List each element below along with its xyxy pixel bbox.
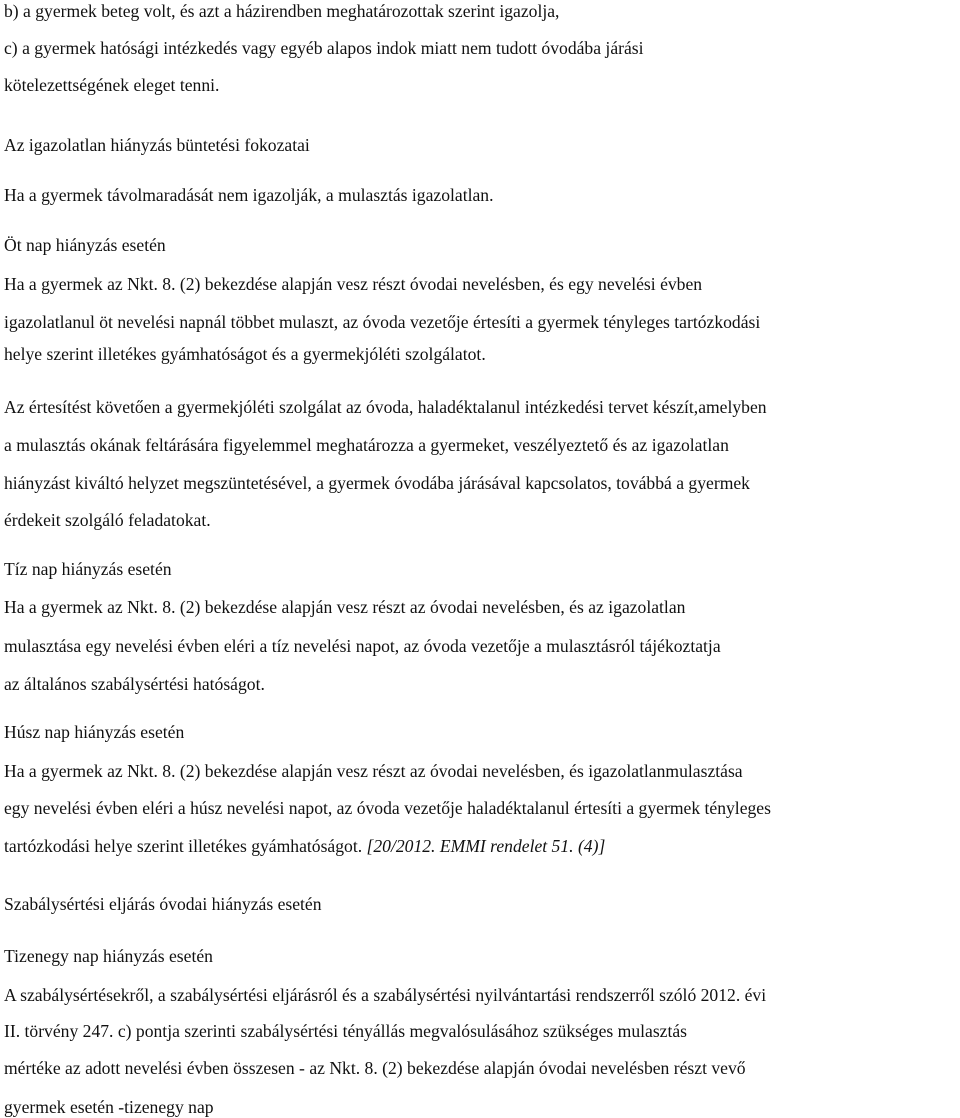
text-line: kötelezettségének eleget tenni. — [4, 75, 220, 95]
text-line: c) a gyermek hatósági intézkedés vagy egyéb alapos indok miatt nem tudott óvodába járási — [4, 38, 644, 58]
text-line: gyermek esetén -tizenegy nap — [4, 1097, 214, 1117]
text-line: A szabálysértésekről, a szabálysértési eljárásról és a szabálysértési nyilvántartási rendszerről szóló 2012. évi — [4, 985, 767, 1005]
section-heading: Az igazolatlan hiányzás büntetési fokozatai — [4, 135, 310, 155]
subsection-heading: Tizenegy nap hiányzás esetén — [4, 946, 213, 966]
text-line: Ha a gyermek az Nkt. 8. (2) bekezdése alapján vesz részt az óvodai nevelésben, és igazolatlanmulasztása — [4, 761, 743, 781]
text-line: egy nevelési évben eléri a húsz nevelési napot, az óvoda vezetője haladéktalanul értesíti a gyermek tényleges — [4, 798, 771, 818]
text-line: mértéke az adott nevelési évben összesen - az Nkt. 8. (2) bekezdése alapján óvodai nevelésben részt vevő — [4, 1058, 746, 1078]
text-line: Az értesítést követően a gyermekjóléti szolgálat az óvoda, haladéktalanul intézkedési tervet készít,amelyben — [4, 397, 767, 417]
text-line-content: tartózkodási helye szerint illetékes gyámhatóságot. — [4, 836, 363, 856]
legal-citation: [20/2012. EMMI rendelet 51. (4)] — [366, 836, 606, 856]
subsection-heading: Húsz nap hiányzás esetén — [4, 722, 185, 742]
text-line: Ha a gyermek az Nkt. 8. (2) bekezdése alapján vesz részt az óvodai nevelésben, és az igazolatlan — [4, 597, 686, 617]
text-line: az általános szabálysértési hatóságot. — [4, 674, 265, 694]
text-line: II. törvény 247. c) pontja szerinti szabálysértési tényállás megvalósulásához szükséges mulasztás — [4, 1021, 688, 1041]
text-line: b) a gyermek beteg volt, és azt a házirendben meghatározottak szerint igazolja, — [4, 1, 560, 21]
subsection-heading: Tíz nap hiányzás esetén — [4, 559, 172, 579]
text-line: hiányzást kiváltó helyzet megszüntetésével, a gyermek óvodába járásával kapcsolatos, továbbá a gyermek — [4, 473, 750, 493]
text-line: mulasztása egy nevelési évben eléri a tíz nevelési napot, az óvoda vezetője a mulasztásról tájékoztatja — [4, 636, 721, 656]
section-heading: Szabálysértési eljárás óvodai hiányzás esetén — [4, 894, 322, 914]
text-line: Ha a gyermek az Nkt. 8. (2) bekezdése alapján vesz részt óvodai nevelésben, és egy nevelési évben — [4, 274, 703, 294]
text-line: a mulasztás okának feltárására figyelemmel meghatározza a gyermeket, veszélyeztető és az igazolatlan — [4, 435, 729, 455]
text-line: igazolatlanul öt nevelési napnál többet mulaszt, az óvoda vezetője értesíti a gyermek tényleges tartózkodási — [4, 312, 761, 332]
text-line: érdekeit szolgáló feladatokat. — [4, 510, 211, 530]
text-line: Ha a gyermek távolmaradását nem igazolják, a mulasztás igazolatlan. — [4, 185, 494, 205]
subsection-heading: Öt nap hiányzás esetén — [4, 235, 166, 255]
text-line — [4, 835, 605, 857]
text-line: helye szerint illetékes gyámhatóságot és a gyermekjóléti szolgálatot. — [4, 344, 486, 364]
